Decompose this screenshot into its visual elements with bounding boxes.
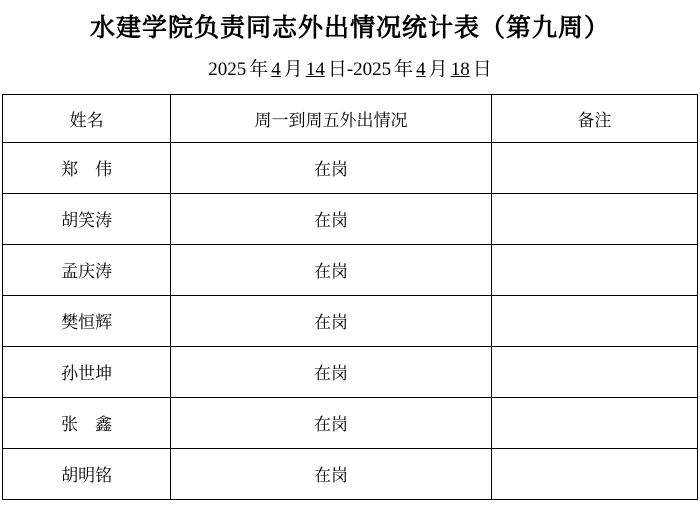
statistics-table bbox=[2, 94, 698, 500]
cell-remark bbox=[491, 346, 697, 397]
cell-name: 张 鑫 bbox=[3, 397, 171, 448]
cell-remark bbox=[491, 448, 697, 499]
cell-name: 郑 伟 bbox=[3, 142, 171, 193]
table-row bbox=[3, 142, 698, 193]
day-unit-end: 日 bbox=[472, 59, 492, 80]
month-unit-start: 月 bbox=[283, 59, 303, 80]
cell-status: 在岗 bbox=[171, 193, 491, 244]
end-year: 2025 bbox=[353, 59, 392, 80]
cell-status: 在岗 bbox=[171, 448, 491, 499]
year-unit-start: 年 bbox=[249, 59, 269, 80]
table-header-row bbox=[3, 94, 698, 142]
cell-name: 孟庆涛 bbox=[3, 244, 171, 295]
range-separator: - bbox=[346, 59, 354, 80]
cell-name: 樊恒辉 bbox=[3, 295, 171, 346]
cell-status: 在岗 bbox=[171, 142, 491, 193]
table-body bbox=[3, 142, 698, 499]
column-header-remark: 备注 bbox=[491, 94, 697, 142]
column-header-status: 周一到周五外出情况 bbox=[171, 94, 491, 142]
table-row bbox=[3, 346, 698, 397]
year-unit-end: 年 bbox=[394, 59, 414, 80]
table-row bbox=[3, 448, 698, 499]
date-range-line bbox=[0, 44, 700, 94]
month-unit-end: 月 bbox=[428, 59, 448, 80]
cell-remark bbox=[491, 142, 697, 193]
cell-status: 在岗 bbox=[171, 397, 491, 448]
table-row bbox=[3, 193, 698, 244]
cell-status: 在岗 bbox=[171, 244, 491, 295]
cell-remark bbox=[491, 244, 697, 295]
end-day: 18 bbox=[450, 59, 470, 80]
table-row bbox=[3, 295, 698, 346]
cell-status: 在岗 bbox=[171, 346, 491, 397]
table-header bbox=[3, 94, 698, 142]
cell-remark bbox=[491, 295, 697, 346]
column-header-name: 姓名 bbox=[3, 94, 171, 142]
cell-remark bbox=[491, 193, 697, 244]
cell-name: 孙世坤 bbox=[3, 346, 171, 397]
cell-name: 胡笑涛 bbox=[3, 193, 171, 244]
end-month: 4 bbox=[416, 59, 426, 80]
cell-name: 胡明铭 bbox=[3, 448, 171, 499]
start-month: 4 bbox=[271, 59, 281, 80]
day-unit-start: 日 bbox=[327, 59, 347, 80]
table-row bbox=[3, 244, 698, 295]
cell-status: 在岗 bbox=[171, 295, 491, 346]
start-year: 2025 bbox=[208, 59, 247, 80]
start-day: 14 bbox=[305, 59, 325, 80]
table-row bbox=[3, 397, 698, 448]
cell-remark bbox=[491, 397, 697, 448]
page-title: 水建学院负责同志外出情况统计表（第九周） bbox=[89, 15, 610, 42]
